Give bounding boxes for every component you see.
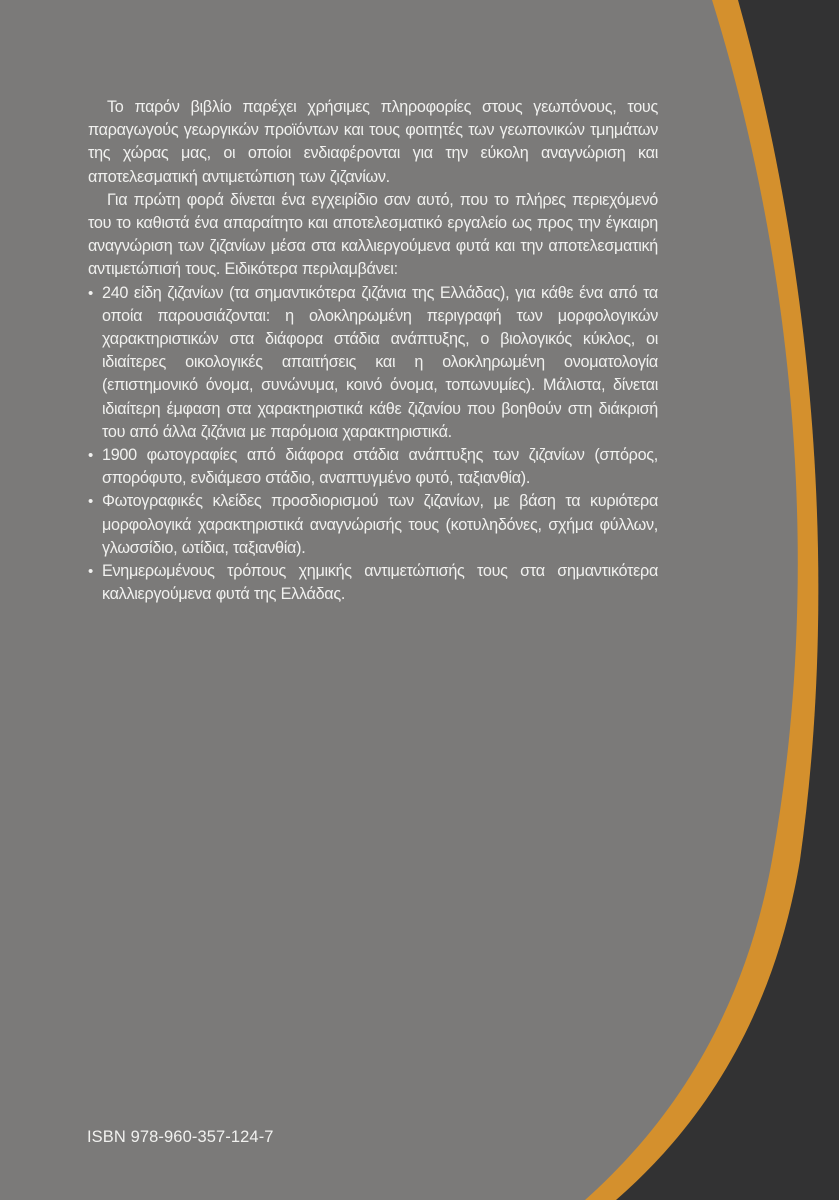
bullet-icon: •	[88, 563, 93, 581]
list-item	[88, 282, 658, 444]
intro-paragraph: Το παρόν βιβλίο παρέχει χρήσιμες πληροφορίες στους γεωπόνους, τους παραγωγούς γεωργικών προϊόντων και τους φοιτητές των γεωπονικών τμημάτων της χώρας μας, οι οποίοι ενδιαφέρονται για την εύκολη αναγνώριση και αποτελεσματική αντιμετώπιση των ζιζανίων.	[88, 98, 658, 186]
list-item	[88, 560, 658, 606]
cover-description	[88, 96, 658, 606]
bullet-icon: •	[88, 493, 93, 511]
list-item-text: Ενημερωμένους τρόπους χημικής αντιμετώπισής τους στα σημαντικότερα καλλιεργούμενα φυτά της Ελλάδας.	[102, 562, 658, 604]
list-item-text: 1900 φωτογραφίες από διάφορα στάδια ανάπτυξης των ζιζανίων (σπόρος, σπορόφυτο, ενδιάμεσο στάδιο, αναπτυγμένο φυτό, ταξιανθία).	[102, 446, 658, 488]
bullet-icon: •	[88, 447, 93, 465]
list-item-text: Φωτογραφικές κλείδες προσδιορισμού των ζιζανίων, με βάση τα κυριότερα μορφολογικά χαρακτηριστικά αναγνώρισής τους (κοτυληδόνες, σχήμα φύλλων, γλωσσίδιο, ωτίδια, ταξιανθία).	[102, 492, 658, 557]
features-list	[88, 282, 658, 607]
isbn-label: ISBN 978-960-357-124-7	[87, 1128, 274, 1146]
bullet-icon: •	[88, 284, 93, 302]
contents-paragraph: Για πρώτη φορά δίνεται ένα εγχειρίδιο σαν αυτό, που το πλήρες περιεχόμενό του το καθιστά ένα απαραίτητο και αποτελεσματικό εργαλείο ως προς την έγκαιρη αναγνώριση των ζιζανίων μέσα στα καλλιεργούμενα φυτά και την αποτελεσματική αντιμετώπισή τους. Ειδικότερα περιλαμβάνει:	[88, 190, 658, 279]
list-item	[88, 444, 658, 490]
list-item-text: 240 είδη ζιζανίων (τα σημαντικότερα ζιζάνια της Ελλάδας), για κάθε ένα από τα οποία παρουσιάζονται: η ολοκληρωμένη περιγραφή των μορφολογικών χαρακτηριστικών στα διάφορα στάδια ανάπτυξης, ο βιολογικός κύκλος, οι ιδιαίτερες οικολογικές απαιτήσεις και η ολοκληρωμένη ονοματολογία (επιστημονικό όνομα, συνώνυμα, κοινό όνομα, τοπωνυμίες). Μάλιστα, δίνεται ιδιαίτερη έμφαση στα χαρακτηριστικά κάθε ζιζανίου που βοηθούν στη διάκρισή του από άλλα ζιζάνια με παρόμοια χαρακτηριστικά.	[102, 283, 658, 441]
list-item	[88, 490, 658, 560]
